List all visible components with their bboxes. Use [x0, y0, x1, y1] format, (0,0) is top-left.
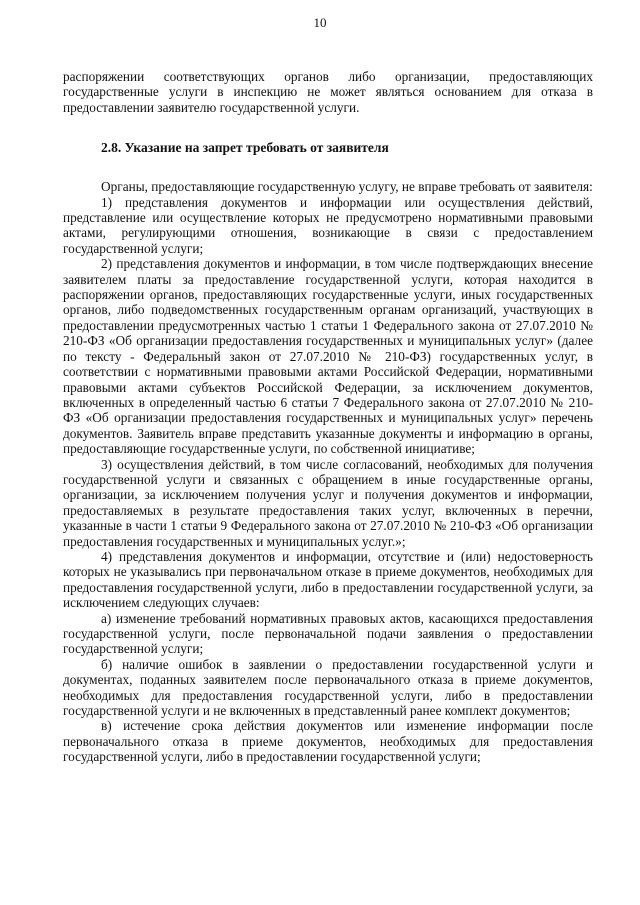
list-item-4: 4) представления документов и информации, отсутствие и (или) недостоверность которых не указывались при первоначальном отказе в приеме документов, необходимых для предоставления государственной услуги, либо в предоставлении государственной услуги, за исключением следующих случаев: [63, 548, 593, 611]
list-item-1: 1) представления документов и информации или осуществления действий, представление или осуществление которых не предусмотрено нормативными правовыми актами, регулирующими отношения, возникающие в связи с предоставлением государственной услуги; [63, 194, 593, 256]
document-body [63, 69, 593, 765]
subitem-a: а) изменение требований нормативных правовых актов, касающихся предоставления государственной услуги, после первоначальной подачи заявления о предоставлении государственной услуги; [63, 610, 593, 657]
intro-paragraph: распоряжении соответствующих органов либо организации, предоставляющих государственные услуги в инспекцию не может являться основанием для отказа в предоставлении заявителю государственной услуги. [63, 69, 593, 115]
list-item-3: 3) осуществления действий, в том числе согласований, необходимых для получения государственной услуги и связанных с обращением в иные государственные органы, организации, за исключением получения услуг и получения документов и информации, предоставляемых в результате предоставления таких услуг, включенных в перечни, указанные в части 1 статьи 9 Федерального закона от 27.07.2010 № 210-ФЗ «Об организации предоставления государственных и муниципальных услуг.»; [63, 456, 593, 549]
subitem-v: в) истечение срока действия документов или изменение информации после первоначального отказа в приеме документов, необходимых для предоставления государственной услуги, либо в предоставлении государственной услуги; [63, 718, 593, 765]
section-heading: 2.8. Указание на запрет требовать от заявителя [101, 140, 389, 156]
subitem-b: б) наличие ошибок в заявлении о предоставлении государственной услуги и документах, поданных заявителем после первоначального отказа в приеме документов, необходимых для предоставления государственной услуги, либо в предоставлении государственной услуги и не включенных в представленный ранее комплект документов; [63, 656, 593, 719]
list-item-2: 2) представления документов и информации, в том числе подтверждающих внесение заявителем платы за предоставление государственной услуги, которая находится в распоряжении органов, предоставляющих государственные услуги, иных государственных органов, либо подведомственных государственным органам организаций, участвующих в предоставлении предусмотренных частью 1 статьи 1 Федерального закона от 27.07.2010 № 210-ФЗ «Об организации предоставления государственных и муниципальных услуг» (далее по тексту - Федеральный закон от 27.07.2010 № 210-ФЗ) государственных услуг, в соответствии с нормативными правовыми актами Российской Федерации, нормативными правовыми актами субъектов Российской Федерации, за исключением документов, включенных в определенный частью 6 статьи 7 Федерального закона от 27.07.2010 № 210-ФЗ «Об организации предоставления государственных и муниципальных услуг» перечень документов. Заявитель вправе представить указанные документы и информацию в органы, предоставляющие государственные услуги, по собственной инициативе; [63, 256, 593, 457]
lead-paragraph: Органы, предоставляющие государственную услугу, не вправе требовать от заявителя: [101, 179, 593, 195]
page-number: 10 [313, 15, 327, 30]
